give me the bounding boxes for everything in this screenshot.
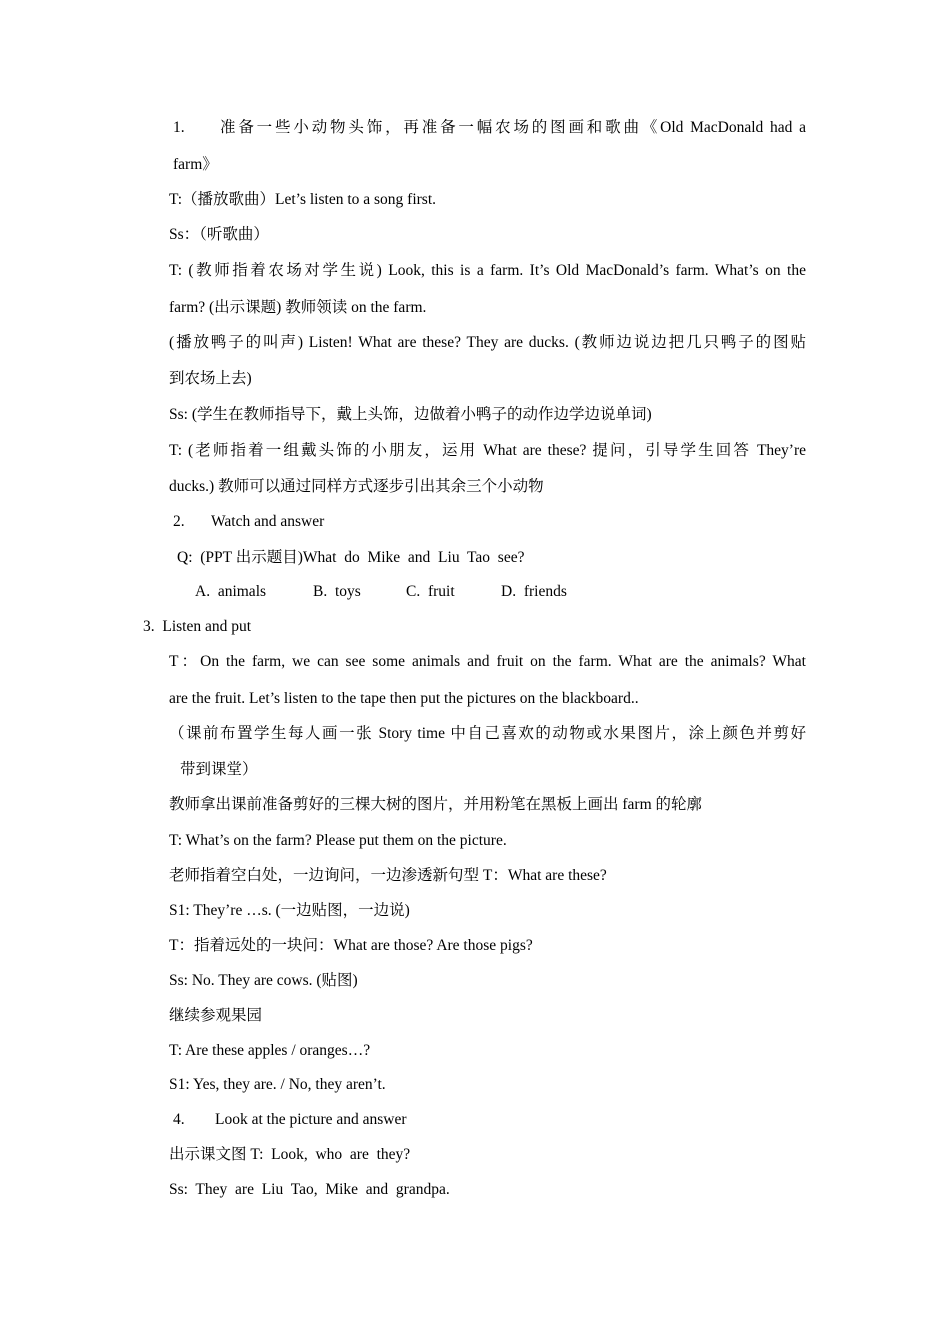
dialogue-line: are the fruit. Let’s listen to the tape then put the pictures on the blackboard.. (169, 690, 639, 707)
dialogue-line: （课前布置学生每人画一张 Story time 中自己喜欢的动物或水果图片，涂上颜色并剪好 (169, 725, 806, 742)
step1-intro: 准备一些小动物头饰，再准备一幅农场的图画和歌曲《Old MacDonald had a (220, 119, 806, 136)
dialogue-line: Ss: No. They are cows. (贴图) (169, 972, 358, 989)
option-c: C. fruit (406, 583, 455, 600)
step1-intro-cont: farm》 (173, 156, 218, 173)
dialogue-line: T: (老师指着一组戴头饰的小朋友，运用 What are these? 提问，引导学生回答 They’re (169, 442, 806, 459)
dialogue-line: (播放鸭子的叫声) Listen! What are these? They are ducks. (教师边说边把几只鸭子的图贴 (169, 334, 806, 351)
step2-question: Q: (PPT 出示题目)What do Mike and Liu Tao see? (177, 549, 525, 566)
dialogue-line: Ss: (学生在教师指导下，戴上头饰，边做着小鸭子的动作边学边说单词) (169, 406, 652, 423)
dialogue-line: 继续参观果园 (169, 1007, 263, 1024)
dialogue-line: 到农场上去) (169, 370, 252, 387)
dialogue-line: T: (教师指着农场对学生说) Look, this is a farm. It’s Old MacDonald’s farm. What’s on the (169, 262, 806, 279)
dialogue-line: S1: They’re …s. (一边贴图，一边说) (169, 902, 410, 919)
dialogue-line: Ss：（听歌曲） (169, 226, 269, 243)
step4-number: 4. (173, 1111, 185, 1128)
dialogue-line: S1: Yes, they are. / No, they aren’t. (169, 1076, 386, 1093)
step4-title: Look at the picture and answer (215, 1111, 407, 1128)
dialogue-line: 带到课堂） (180, 761, 258, 778)
step2-title: Watch and answer (211, 513, 325, 530)
dialogue-line: 出示课文图 T: Look, who are they? (169, 1146, 411, 1163)
option-a: A. animals (195, 583, 267, 600)
dialogue-line: T：On the farm, we can see some animals and fruit on the farm. What are the animals? What (169, 653, 806, 670)
dialogue-line: 教师拿出课前准备剪好的三棵大树的图片，并用粉笔在黑板上画出 farm 的轮廓 (169, 796, 703, 813)
step1-number: 1. (173, 119, 185, 136)
dialogue-line: T：指着远处的一块问：What are those? Are those pigs? (169, 937, 533, 954)
step2-number: 2. (173, 513, 185, 530)
dialogue-line: ducks.) 教师可以通过同样方式逐步引出其余三个小动物 (169, 478, 544, 495)
dialogue-line: T: Are these apples / oranges…? (169, 1042, 371, 1059)
dialogue-line: Ss: They are Liu Tao, Mike and grandpa. (169, 1181, 450, 1198)
dialogue-line: T:（播放歌曲）Let’s listen to a song first. (169, 191, 437, 208)
step3-title: 3. Listen and put (143, 618, 252, 635)
option-d: D. friends (501, 583, 567, 600)
dialogue-line: T: What’s on the farm? Please put them on the picture. (169, 832, 507, 849)
dialogue-line: farm? (出示课题) 教师领读 on the farm. (169, 299, 427, 316)
dialogue-line: 老师指着空白处，一边询问，一边渗透新句型 T：What are these? (169, 867, 607, 884)
option-b: B. toys (313, 583, 361, 600)
